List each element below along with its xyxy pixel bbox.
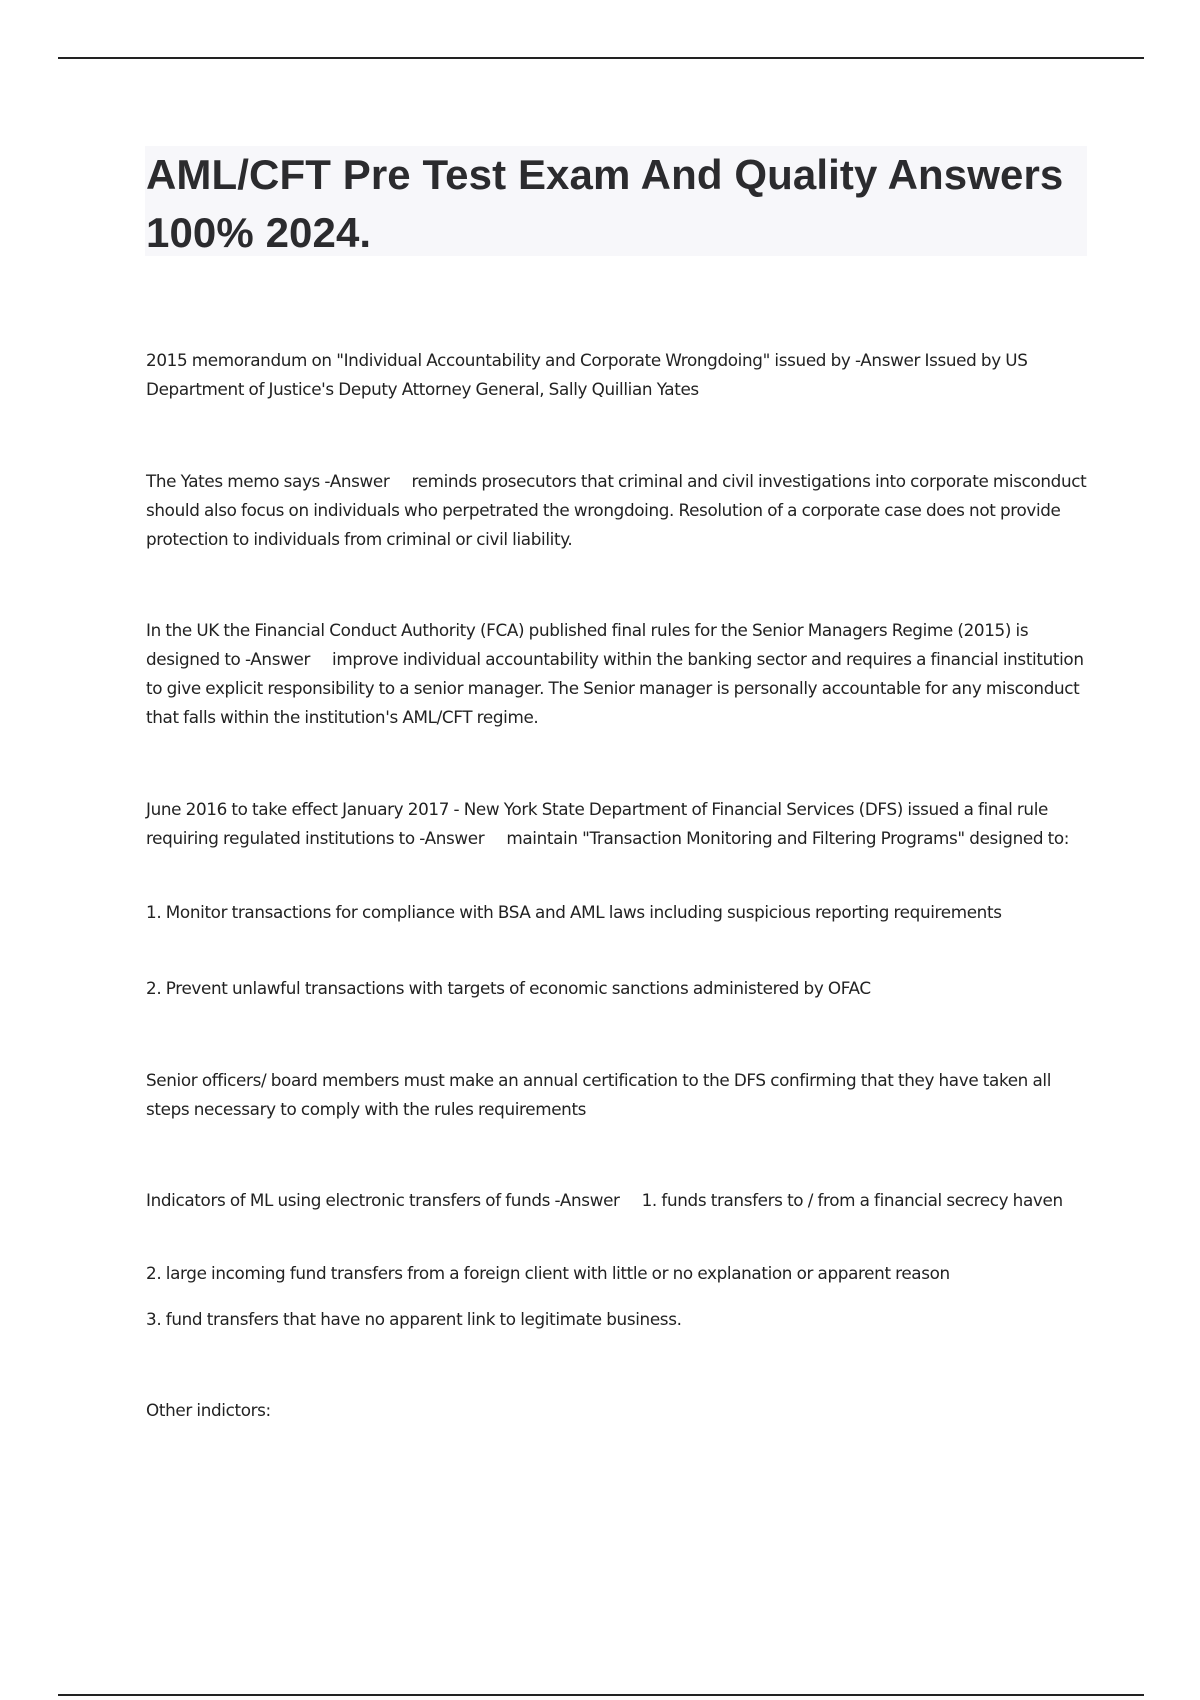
- text-paragraph: [146, 1066, 1096, 1124]
- list-item: [146, 1305, 1096, 1334]
- qa-item-3: [146, 616, 1096, 732]
- list-item-text: 1. Monitor transactions for compliance with BSA and AML laws including suspicious reporting requirements: [146, 902, 1002, 922]
- paragraph-text: Other indictors:: [146, 1400, 271, 1420]
- qa-item-4: [146, 795, 1096, 853]
- question-text: June 2016 to take effect January 2017 - New York State Department of Financial Services (DFS) issued a final rule requiring regulated institutions to -Answer: [146, 799, 1048, 848]
- question-text: Indicators of ML using electronic transfers of funds -Answer: [146, 1190, 620, 1210]
- list-item: [146, 898, 1096, 927]
- list-item: [146, 1259, 1096, 1288]
- qa-item-1: [146, 346, 1096, 404]
- list-item-text: 3. fund transfers that have no apparent link to legitimate business.: [146, 1309, 682, 1329]
- text-paragraph: [146, 1396, 1096, 1425]
- answer-text: Issued by US Department of Justice's Deputy Attorney General, Sally Quillian Yates: [146, 350, 1028, 399]
- answer-text: 1. funds transfers to / from a financial secrecy haven: [641, 1190, 1063, 1210]
- paragraph-text: Senior officers/ board members must make an annual certification to the DFS confirming that they have taken all steps necessary to comply with the rules requirements: [146, 1070, 1052, 1119]
- qa-item-2: [146, 467, 1096, 554]
- list-item-text: 2. Prevent unlawful transactions with targets of economic sanctions administered by OFAC: [146, 978, 871, 998]
- question-text: The Yates memo says -Answer: [146, 471, 390, 491]
- list-item-text: 2. large incoming fund transfers from a foreign client with little or no explanation or apparent reason: [146, 1263, 950, 1283]
- top-rule: [58, 57, 1144, 59]
- answer-text: maintain "Transaction Monitoring and Filtering Programs" designed to:: [506, 828, 1070, 848]
- question-text: 2015 memorandum on "Individual Accountability and Corporate Wrongdoing" issued by -Answer: [146, 350, 920, 370]
- bottom-rule: [58, 1694, 1144, 1696]
- answer-text: reminds prosecutors that criminal and civil investigations into corporate misconduct should also focus on individuals who perpetrated the wrongdoing. Resolution of a corporate case does not provide protection to individuals from criminal or civil liability.: [146, 471, 1087, 549]
- list-item: [146, 974, 1096, 1003]
- question-text: In the UK the Financial Conduct Authority (FCA) published final rules for the Senior Managers Regime (2015) is designed to -Answer: [146, 620, 1029, 669]
- answer-text: improve individual accountability within the banking sector and requires a financial institution to give explicit responsibility to a senior manager. The Senior manager is personally accountable for any misconduct that falls within the institution's AML/CFT regime.: [146, 649, 1084, 727]
- qa-item-6: [146, 1186, 1096, 1215]
- document-title: AML/CFT Pre Test Exam And Quality Answers 100% 2024.: [146, 151, 1064, 256]
